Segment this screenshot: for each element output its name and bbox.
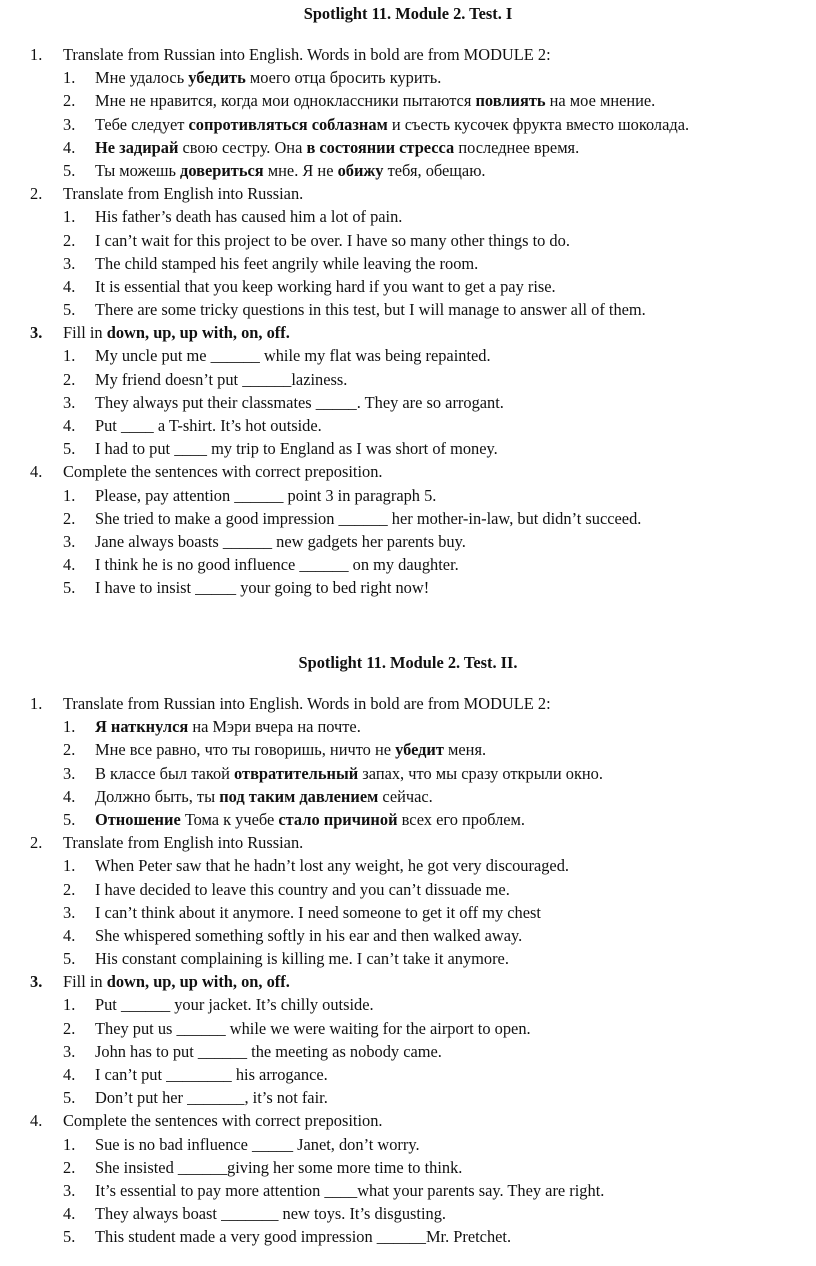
test-title: Spotlight 11. Module 2. Test. I	[303, 4, 513, 23]
text-run: Please, pay attention ______ point 3 in paragraph 5.	[95, 485, 437, 505]
text-run: I can’t wait for this project to be over. I have so many other things to do.	[95, 230, 570, 250]
item-text	[95, 1156, 462, 1179]
item-number: 4.	[63, 786, 76, 806]
text-run: Мне не нравится, когда мои одноклассники пытаются	[95, 91, 476, 111]
item-number: 4.	[63, 416, 76, 435]
item-text	[95, 1133, 420, 1156]
item-number: 5.	[63, 578, 76, 598]
task-1	[0, 43, 816, 66]
text-run: John has to put ______ the meeting as nobody came.	[95, 1041, 442, 1061]
item-text	[95, 437, 498, 460]
item-text	[95, 785, 433, 808]
item-text	[95, 1063, 328, 1086]
bold-text: под таким давлением	[219, 786, 379, 806]
exercise-item	[0, 762, 816, 785]
item-text	[95, 715, 361, 738]
item-text	[95, 738, 486, 761]
exercise-item	[0, 1156, 816, 1179]
item-number: 5.	[63, 949, 76, 969]
task-1	[0, 692, 816, 715]
item-text	[95, 808, 525, 831]
item-number: 5.	[63, 809, 76, 829]
item-text	[95, 576, 429, 599]
bold-text: Не задирай	[95, 137, 179, 157]
exercise-item	[0, 414, 816, 437]
item-text	[95, 1202, 446, 1225]
exercise-item	[0, 738, 816, 761]
text-run: мне. Я не	[263, 160, 338, 180]
item-text	[95, 553, 459, 576]
task-text	[63, 182, 303, 205]
exercise-item	[0, 136, 816, 159]
task-number: 2.	[30, 184, 43, 204]
text-run: Тома к учебе	[180, 809, 279, 829]
text-run: Complete the sentences with correct preposition.	[63, 462, 383, 482]
text-run: Должно быть, ты	[95, 786, 220, 806]
item-text	[95, 391, 504, 414]
item-number: 1.	[63, 346, 76, 366]
text-run: и съесть кусочек фрукта вместо шоколада.	[387, 114, 690, 134]
text-run: She tried to make a good impression ______ her mother-in-law, but didn’t succeed.	[95, 508, 642, 528]
exercise-item	[0, 924, 816, 947]
exercise-item	[0, 368, 816, 391]
item-number: 5.	[63, 300, 76, 320]
exercise-item	[0, 715, 816, 738]
item-number: 2.	[63, 230, 76, 250]
text-run: запах, что мы сразу открыли окно.	[358, 763, 603, 783]
item-text	[95, 344, 491, 367]
exercise-item	[0, 1202, 816, 1225]
exercise-item	[0, 1063, 816, 1086]
item-number: 4.	[63, 276, 76, 296]
task-number: 3.	[30, 323, 43, 343]
item-number: 5.	[63, 1088, 76, 1108]
item-text	[95, 1179, 604, 1202]
exercise-item	[0, 1225, 816, 1248]
exercise-item	[0, 113, 816, 136]
item-text	[95, 993, 374, 1016]
exercise-item	[0, 484, 816, 507]
text-run: It’s essential to pay more attention ____what your parents say. They are right.	[95, 1180, 605, 1200]
bold-text: down, up, up with, on, off.	[106, 972, 290, 992]
item-number: 1.	[63, 717, 76, 737]
bold-text: Я наткнулся	[95, 717, 189, 737]
exercise-item	[0, 1040, 816, 1063]
item-number: 3.	[63, 1041, 76, 1061]
item-text	[95, 66, 441, 89]
text-run: на мое мнение.	[545, 91, 656, 111]
exercise-item	[0, 530, 816, 553]
bold-text: сопротивляться соблазнам	[188, 114, 388, 134]
exercise-item	[0, 553, 816, 576]
item-number: 3.	[63, 253, 76, 273]
text-run: Put ______ your jacket. It’s chilly outside.	[95, 995, 374, 1015]
text-run: I can’t think about it anymore. I need someone to get it off my chest	[95, 902, 541, 922]
item-number: 5.	[63, 160, 76, 180]
item-number: 5.	[63, 439, 76, 459]
item-number: 4.	[63, 925, 76, 945]
item-number: 3.	[63, 763, 76, 783]
task-text	[63, 692, 551, 715]
exercise-item	[0, 1179, 816, 1202]
text-run: Don’t put her _______, it’s not fair.	[95, 1088, 328, 1108]
item-text	[95, 507, 641, 530]
text-run: Complete the sentences with correct preposition.	[63, 1111, 383, 1131]
item-text	[95, 1225, 511, 1248]
text-run: сейчас.	[378, 786, 433, 806]
item-number: 3.	[63, 902, 76, 922]
item-number: 2.	[63, 91, 76, 111]
text-run: My friend doesn’t put ______laziness.	[95, 369, 348, 389]
item-number: 5.	[63, 1227, 76, 1247]
text-run: She insisted ______giving her some more time to think.	[95, 1157, 463, 1177]
exercise-item	[0, 391, 816, 414]
item-text	[95, 229, 570, 252]
text-run: She whispered something softly in his ear and then walked away.	[95, 925, 523, 945]
bold-text: убедить	[188, 68, 246, 88]
task-3	[0, 321, 816, 344]
item-text	[95, 275, 556, 298]
exercise-item	[0, 298, 816, 321]
task-number: 4.	[30, 1111, 43, 1131]
item-text	[95, 762, 603, 785]
task-text	[63, 831, 303, 854]
task-number: 1.	[30, 45, 43, 64]
text-run: The child stamped his feet angrily while leaving the room.	[95, 253, 479, 273]
bold-text: Отношение	[95, 809, 181, 829]
exercise-item	[0, 993, 816, 1016]
exercise-item	[0, 1086, 816, 1109]
text-run: They always boast _______ new toys. It’s disgusting.	[95, 1204, 447, 1224]
exercise-item	[0, 507, 816, 530]
exercise-item	[0, 878, 816, 901]
exercise-item	[0, 1133, 816, 1156]
task-4	[0, 1109, 816, 1132]
item-text	[95, 1086, 328, 1109]
exercise-item	[0, 66, 816, 89]
text-run: свою сестру. Она	[178, 137, 307, 157]
text-run: В классе был такой	[95, 763, 235, 783]
task-text	[63, 321, 290, 344]
item-number: 2.	[63, 369, 76, 389]
bold-text: довериться	[180, 160, 264, 180]
task-2	[0, 182, 816, 205]
text-run: Translate from English into Russian.	[63, 184, 304, 204]
item-number: 4.	[63, 1065, 76, 1084]
text-run: When Peter saw that he hadn’t lost any weight, he got very discouraged.	[95, 856, 569, 876]
item-number: 4.	[63, 1204, 76, 1224]
text-run: меня.	[443, 740, 487, 760]
item-number: 2.	[63, 879, 76, 899]
bold-text: обижу	[337, 160, 384, 180]
text-run: His father’s death has caused him a lot of pain.	[95, 207, 403, 227]
item-number: 2.	[63, 1157, 76, 1177]
text-run: It is essential that you keep working hard if you want to get a pay rise.	[95, 276, 556, 296]
text-run: Мне удалось	[95, 68, 189, 88]
exercise-item	[0, 275, 816, 298]
item-number: 1.	[63, 1134, 76, 1154]
bold-text: убедит	[395, 740, 444, 760]
text-run: I think he is no good influence ______ on my daughter.	[95, 555, 459, 575]
item-text	[95, 414, 322, 437]
task-number: 1.	[30, 694, 43, 713]
item-text	[95, 298, 646, 321]
exercise-item	[0, 159, 816, 182]
task-2	[0, 831, 816, 854]
text-run: Мне все равно, что ты говоришь, ничто не	[95, 740, 396, 760]
text-run: I have to insist _____ your going to bed right now!	[95, 578, 430, 598]
text-run: Ты можешь	[95, 160, 181, 180]
text-run: всех его проблем.	[397, 809, 525, 829]
item-number: 1.	[63, 995, 76, 1015]
item-text	[95, 924, 522, 947]
item-number: 4.	[63, 555, 76, 575]
item-number: 1.	[63, 207, 76, 227]
item-text	[95, 252, 478, 275]
item-number: 4.	[63, 137, 76, 157]
item-text	[95, 484, 436, 507]
text-run: Тебе следует	[95, 114, 189, 134]
item-text	[95, 901, 541, 924]
item-text	[95, 159, 486, 182]
text-run: последнее время.	[454, 137, 580, 157]
item-number: 2.	[63, 1018, 76, 1038]
spacer	[0, 674, 816, 692]
exercise-item	[0, 252, 816, 275]
text-run: на Мэри вчера на почте.	[188, 717, 361, 737]
text-run: Sue is no bad influence _____ Janet, don’t worry.	[95, 1134, 420, 1154]
item-text	[95, 530, 466, 553]
item-number: 3.	[63, 531, 76, 551]
bold-text: отвратительный	[234, 763, 359, 783]
text-run: Fill in	[63, 323, 107, 343]
text-run: I can’t put ________ his arrogance.	[95, 1065, 328, 1084]
item-number: 3.	[63, 392, 76, 412]
item-text	[95, 878, 510, 901]
task-4	[0, 460, 816, 483]
test-section-1	[0, 2, 816, 600]
item-text	[95, 1017, 531, 1040]
item-text	[95, 368, 347, 391]
exercise-item	[0, 854, 816, 877]
bold-text: в состоянии стресса	[306, 137, 455, 157]
text-run: My uncle put me ______ while my flat was being repainted.	[95, 346, 491, 366]
item-text	[95, 854, 569, 877]
text-run: I had to put ____ my trip to England as I was short of money.	[95, 439, 498, 459]
text-run: I have decided to leave this country and you can’t dissuade me.	[95, 879, 510, 899]
exercise-item	[0, 1017, 816, 1040]
exercise-item	[0, 947, 816, 970]
item-number: 2.	[63, 508, 76, 528]
test-section-2	[0, 651, 816, 1249]
item-number: 1.	[63, 485, 76, 505]
item-number: 1.	[63, 68, 76, 88]
text-run: моего отца бросить курить.	[245, 68, 442, 88]
exercise-item	[0, 901, 816, 924]
bold-text: повлиять	[475, 91, 546, 111]
task-number: 2.	[30, 833, 43, 853]
text-run: Translate from English into Russian.	[63, 833, 304, 853]
test-title: Spotlight 11. Module 2. Test. II.	[298, 653, 518, 672]
item-text	[95, 1040, 442, 1063]
exercise-item	[0, 229, 816, 252]
text-run: There are some tricky questions in this test, but I will manage to answer all of them.	[95, 300, 646, 320]
task-number: 4.	[30, 462, 43, 482]
text-run: Fill in	[63, 972, 107, 992]
item-number: 1.	[63, 856, 76, 876]
text-run: Put ____ a T-shirt. It’s hot outside.	[95, 416, 322, 435]
exercise-item	[0, 344, 816, 367]
text-run: Translate from Russian into English. Words in bold are from MODULE 2:	[63, 45, 551, 64]
task-text	[63, 970, 290, 993]
text-run: They put us ______ while we were waiting for the airport to open.	[95, 1018, 531, 1038]
bold-text: стало причиной	[278, 809, 398, 829]
task-text	[63, 460, 383, 483]
bold-text: down, up, up with, on, off.	[106, 323, 290, 343]
task-3	[0, 970, 816, 993]
exercise-item	[0, 808, 816, 831]
spacer	[0, 25, 816, 43]
item-number: 3.	[63, 114, 76, 134]
task-text	[63, 43, 551, 66]
item-text	[95, 136, 579, 159]
text-run: His constant complaining is killing me. I can’t take it anymore.	[95, 949, 509, 969]
task-text	[63, 1109, 383, 1132]
task-number: 3.	[30, 972, 43, 992]
text-run: тебя, обещаю.	[383, 160, 486, 180]
item-text	[95, 205, 402, 228]
text-run: Jane always boasts ______ new gadgets her parents buy.	[95, 531, 466, 551]
item-number: 2.	[63, 740, 76, 760]
item-text	[95, 89, 655, 112]
exercise-item	[0, 205, 816, 228]
item-number: 3.	[63, 1180, 76, 1200]
exercise-item	[0, 576, 816, 599]
text-run: Translate from Russian into English. Words in bold are from MODULE 2:	[63, 694, 551, 713]
text-run: They always put their classmates _____. They are so arrogant.	[95, 392, 504, 412]
item-text	[95, 113, 689, 136]
item-text	[95, 947, 509, 970]
exercise-item	[0, 785, 816, 808]
exercise-item	[0, 437, 816, 460]
exercise-item	[0, 89, 816, 112]
text-run: This student made a very good impression ______Mr. Pretchet.	[95, 1227, 512, 1247]
